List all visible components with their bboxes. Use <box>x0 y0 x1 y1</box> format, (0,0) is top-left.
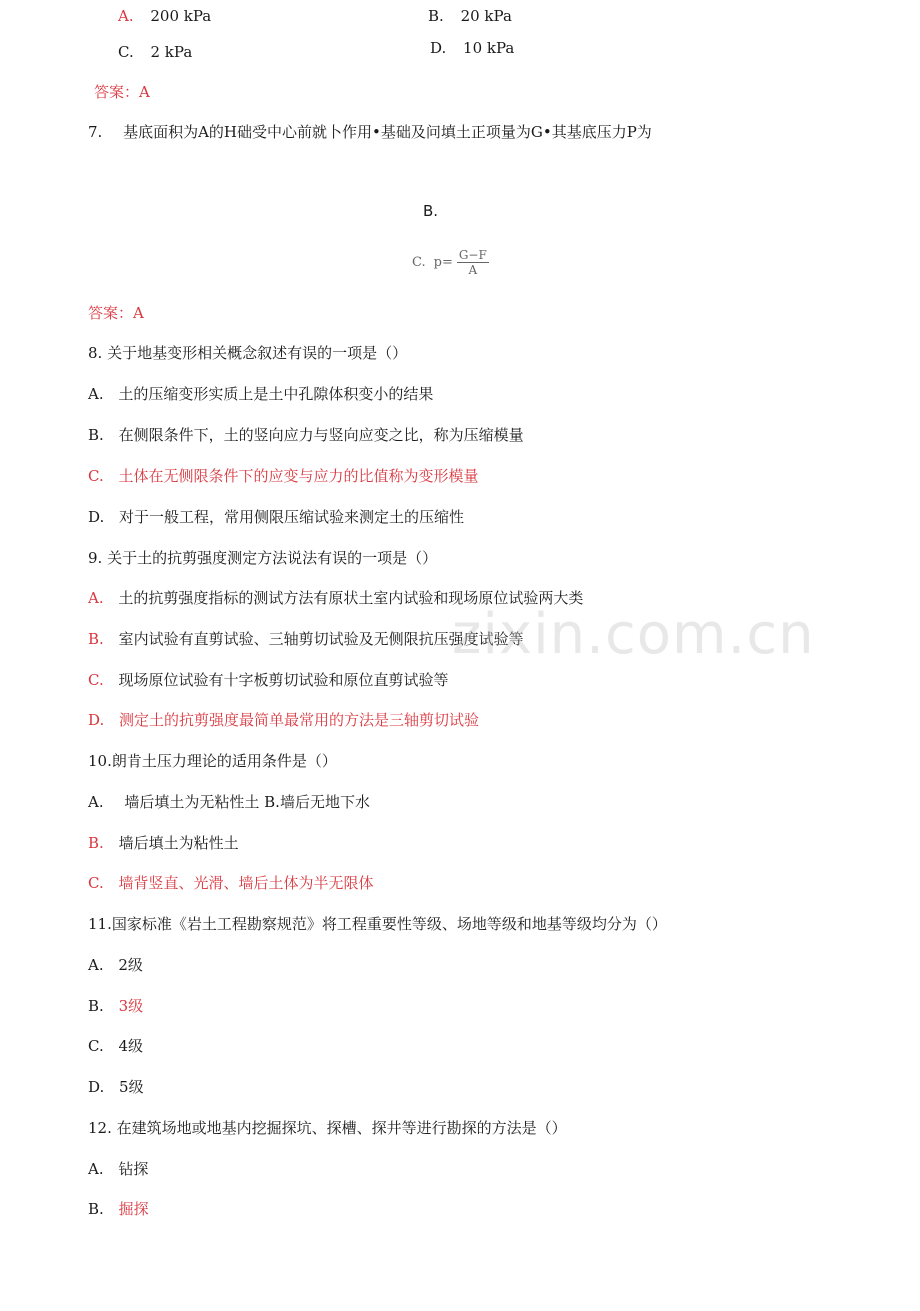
q12-option-a-text: 钻探 <box>118 1160 149 1178</box>
q11-option-a-letter: A. <box>88 956 104 974</box>
q7-option-c-formula <box>412 248 489 277</box>
q6-option-d-letter: D. <box>430 39 447 57</box>
q7-formula-numerator: G−F <box>458 248 487 262</box>
q6-answer: 答案：A <box>94 83 150 101</box>
q6-option-d-text: 10 kPa <box>463 39 515 57</box>
q7-answer: 答案：A <box>88 304 144 322</box>
q11-option-d-letter: D. <box>88 1078 105 1096</box>
q6-option-c-letter: C. <box>118 43 134 61</box>
q8-option-d-letter: D. <box>88 508 105 526</box>
q9-option-d-letter: D. <box>88 711 105 729</box>
q12-stem: 12. 在建筑场地或地基内挖掘探坑、探槽、探井等进行勘探的方法是（） <box>88 1119 567 1137</box>
q8-option-d-text: 对于一般工程，常用侧限压缩试验来测定土的压缩性 <box>119 508 465 526</box>
q9-option-c-letter: C. <box>88 671 104 689</box>
q11-option-b-text: 3级 <box>118 997 144 1015</box>
q6-option-c-text: 2 kPa <box>150 43 193 61</box>
q7-stem <box>88 122 652 142</box>
q8-option-c <box>88 466 479 486</box>
q10-stem: 10.朗肯土压力理论的适用条件是（） <box>88 752 337 770</box>
q10-option-b-letter: B. <box>88 834 104 852</box>
q6-option-d <box>430 38 514 58</box>
q6-option-a-text: 200 kPa <box>150 7 212 25</box>
q9-option-b-text: 室内试验有直剪试验、三轴剪切试验及无侧限抗压强度试验等 <box>118 630 524 648</box>
q8-option-a-letter: A. <box>88 385 104 403</box>
q10-option-c-text: 墙背竖直、光滑、墙后土体为半无限体 <box>118 874 374 892</box>
q7-formula-label: C. <box>412 255 426 270</box>
q9-option-b <box>88 629 524 649</box>
q10-option-a-text: 墙后填土为无粘性土 B.墙后无地下水 <box>124 793 370 811</box>
watermark: zixin.com.cn <box>452 602 815 667</box>
q8-option-b-text: 在侧限条件下，土的竖向应力与竖向应变之比，称为压缩模量 <box>118 426 524 444</box>
q6-option-c <box>118 42 192 62</box>
q8-option-d <box>88 507 464 527</box>
q9-option-a-letter: A. <box>88 589 104 607</box>
q6-option-b <box>428 6 512 26</box>
q12-option-a <box>88 1159 148 1179</box>
q10-option-b <box>88 833 239 853</box>
q10-option-a-letter: A. <box>88 793 104 811</box>
q11-option-a-text: 2级 <box>118 956 143 974</box>
q8-option-c-text: 土体在无侧限条件下的应变与应力的比值称为变形模量 <box>118 467 479 485</box>
q6-option-b-letter: B. <box>428 7 444 25</box>
q9-option-b-letter: B. <box>88 630 104 648</box>
q11-option-c <box>88 1036 143 1056</box>
q12-option-b-text: 掘探 <box>118 1200 149 1218</box>
q11-stem: 11.国家标准《岩土工程勘察规范》将工程重要性等级、场地等级和地基等级均分为（） <box>88 915 667 933</box>
q9-option-d <box>88 710 479 730</box>
q8-option-b <box>88 425 524 445</box>
q7-option-b: B. <box>423 202 439 220</box>
q9-option-d-text: 测定土的抗剪强度最简单最常用的方法是三轴剪切试验 <box>119 711 480 729</box>
q9-stem: 9. 关于土的抗剪强度测定方法说法有误的一项是（） <box>88 549 438 567</box>
q7-formula-fraction <box>457 248 489 277</box>
q9-option-c <box>88 670 449 690</box>
q9-option-a-text: 土的抗剪强度指标的测试方法有原状土室内试验和现场原位试验两大类 <box>118 589 584 607</box>
q8-option-a <box>88 384 433 404</box>
q7-formula-denominator: A <box>468 263 478 277</box>
q10-option-c-letter: C. <box>88 874 104 892</box>
q7-number: 7. <box>88 123 103 141</box>
q8-option-a-text: 土的压缩变形实质上是土中孔隙体积变小的结果 <box>118 385 434 403</box>
q12-option-b-letter: B. <box>88 1200 104 1218</box>
q6-option-a <box>118 6 211 26</box>
q12-option-a-letter: A. <box>88 1160 104 1178</box>
q7-formula-p: p= <box>433 255 453 270</box>
q7-text: 基底面积为A的H础受中心前就卜作用•基础及问填土正项量为G•其基底压力P为 <box>123 123 652 141</box>
q10-option-a <box>88 792 370 812</box>
q8-option-b-letter: B. <box>88 426 104 444</box>
q10-option-b-text: 墙后填土为粘性土 <box>118 834 239 852</box>
q10-option-c <box>88 873 374 893</box>
q6-option-a-letter: A. <box>118 7 134 25</box>
q11-option-c-letter: C. <box>88 1037 104 1055</box>
q12-option-b <box>88 1199 149 1219</box>
q11-option-a <box>88 955 143 975</box>
q8-stem: 8. 关于地基变形相关概念叙述有误的一项是（） <box>88 344 408 362</box>
q9-option-c-text: 现场原位试验有十字板剪切试验和原位直剪试验等 <box>118 671 449 689</box>
q11-option-b <box>88 996 143 1016</box>
q11-option-b-letter: B. <box>88 997 104 1015</box>
q8-option-c-letter: C. <box>88 467 104 485</box>
q11-option-c-text: 4级 <box>118 1037 144 1055</box>
q11-option-d-text: 5级 <box>119 1078 144 1096</box>
q6-option-b-text: 20 kPa <box>460 7 512 25</box>
q11-option-d <box>88 1077 144 1097</box>
q9-option-a <box>88 588 583 608</box>
